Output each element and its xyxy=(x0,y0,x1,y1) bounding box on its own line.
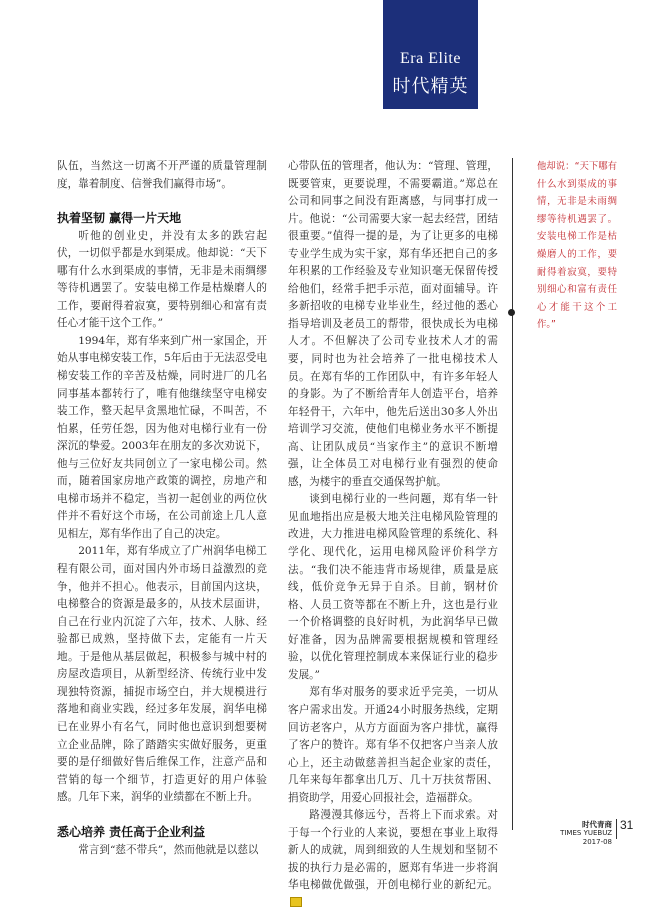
body-paragraph-final xyxy=(288,807,498,912)
article-column-middle xyxy=(288,158,498,913)
page-number: 31 xyxy=(620,818,634,832)
section-title-en: Era Elite xyxy=(400,50,461,67)
body-paragraph: 郑有华对服务的要求近乎完美，一切从客户需求出发。开通24小时服务热线，定期回访老客户，从方方面面为客户排忧，赢得了客户的赞许。郑有华不仅把客户当亲人放心上，还主动做慈善担当起企业家的责任，几年来每年都拿出几万、几十万扶贫帮困、捐资助学，用爱心回报社会，造福群众。 xyxy=(288,686,498,804)
divider-dot-icon xyxy=(508,309,515,316)
magazine-name-en: TIMES YUEBUZ xyxy=(560,829,612,837)
pull-quote: 他却说：“天下哪有什么水到渠成的事情，无非是未雨绸缪等待机遇罢了。安装电梯工作是枯燥磨人的工作，要耐得着寂寞，要特别细心和富有责任心才能干这个工作。” xyxy=(537,161,617,331)
body-paragraph: 谈到电梯行业的一些问题，郑有华一针见血地指出应是极大地关注电梯风险管理的改进，大力推进电梯风险管理的系统化、科学化、现代化，运用电梯风险评价科学方法。“我们决不能违背市场规律，质量是底线，低价竞争无异于自杀。目前，钢材价格、人员工资等都在不断上升，这也是行业一个价格调整的良好时机，为此润华早已做好准备，因为品牌需要根据规模和管理经验，以优化管理控制成本来保证行业的稳步发展。” xyxy=(288,493,498,681)
footer-divider xyxy=(616,819,617,839)
end-mark-icon xyxy=(290,897,302,907)
magazine-issue-line xyxy=(560,829,612,847)
section-banner xyxy=(383,0,478,109)
body-paragraph: 常言到“慈不带兵”，然而他就是以慈以 xyxy=(78,843,259,856)
magazine-footer xyxy=(560,820,612,847)
body-paragraph: 1994年，郑有华来到广州一家国企，开始从事电梯安装工作，5年后由于无法忍受电梯安装工作的辛苦及枯燥，同时进厂的几名同事基本都转行了，唯有他继续坚守电梯安装工作，整天起早贪黑地忙碌，不叫苦，不怕累，任劳任怨，因为他对电梯行业有一份深沉的挚爱。2003年在朋友的多次劝说下，他与三位好友共同创立了一家电梯公司。然而，随着国家房地产政策的调控，房地产和电梯市场并不稳定，当初一起创业的两位伙伴并不看好这个市场，在公司前途上几人意见相左，郑有华作出了自己的决定。 xyxy=(57,334,267,540)
body-paragraph: 2011年，郑有华成立了广州润华电梯工程有限公司，面对国内外市场日益激烈的竞争，他并不担心。他表示，目前国内这块，电梯整合的资源是最多的，从技术层面讲，自己在行业内沉淀了六年，技术、人脉、经验都已成熟，坚持做下去，定能有一片天地。于是他从基层做起，积极参与城中村的房屋改造项目，从新型经济、传统行业中发现独特资源，捕捉市场空白，并大规模进行落地和商业实践，经过多年发展，润华电梯已在业界小有名气，同时他也意识到想要树立企业品牌，除了踏踏实实做好服务，更重要的是仔细做好售后维保工作，注意产品和营销的每一个细节，打造更好的用户体验感。几年下来，润华的业绩都在不断上升。 xyxy=(57,545,267,804)
section-heading: 执着坚韧 赢得一片天地 xyxy=(57,211,182,226)
section-heading: 悉心培养 责任高于企业利益 xyxy=(57,824,206,839)
intro-paragraph: 队伍，当然这一切离不开严谨的质量管理制度，靠着制度、信誉我们赢得市场”。 xyxy=(57,160,267,190)
section-title-zh: 时代精英 xyxy=(392,76,469,97)
issue-date: 2017-08 xyxy=(582,838,612,846)
body-paragraph: 听他的创业史，并没有太多的跌宕起伏，一切似乎都是水到渠成。他却说：“天下哪有什么水到渠成的事情，无非是未雨绸缪等待机遇罢了。安装电梯工作是枯燥磨人的工作，要耐得着寂寞，要特别细心和富有责任心才能干这个工作。” xyxy=(57,229,267,330)
body-paragraph: 心带队伍的管理者，他认为：“管理、管理，既要管束，更要说理，不需要霸道。”郑总在公司和同事之间没有距离感，与同事打成一片。他说：“公司需要大家一起去经营，团结很重要。”值得一提的是，为了让更多的电梯专业学生成为实干家，郑有华还把自己的多年积累的工作经验及专业知识毫无保留传授给他们，经常手把手示范，面对面辅导。许多新招收的电梯专业毕业生，经过他的悉心指导培训及老员工的帮带，很快成长为电梯人才。不但解决了公司专业技术人才的需要，同时也为社会培养了一批电梯技术人员。在郑有华的工作团队中，有许多年轻人的身影。为了不断给青年人创造平台，培养年轻骨干，六年中，他先后送出30多人外出培训学习交流，使他们电梯业务水平不断提高、让团队成员“当家作主”的意识不断增强，让全体员工对电梯行业有强烈的使命感，为楼宇的垂直交通保驾护航。 xyxy=(288,160,498,488)
column-divider xyxy=(512,158,513,830)
final-text: 路漫漫其修远兮，吾将上下而求索。对于每一个行业的人来说，要想在事业上取得新人的成就，周到细致的人生规划和坚韧不拔的执行力是必需的，愿郑有华进一步将润华电梯做优做强，开创电梯行业的新纪元。 xyxy=(288,809,498,892)
magazine-name-zh: 时代青商 xyxy=(582,820,612,829)
article-column-left xyxy=(57,158,267,859)
